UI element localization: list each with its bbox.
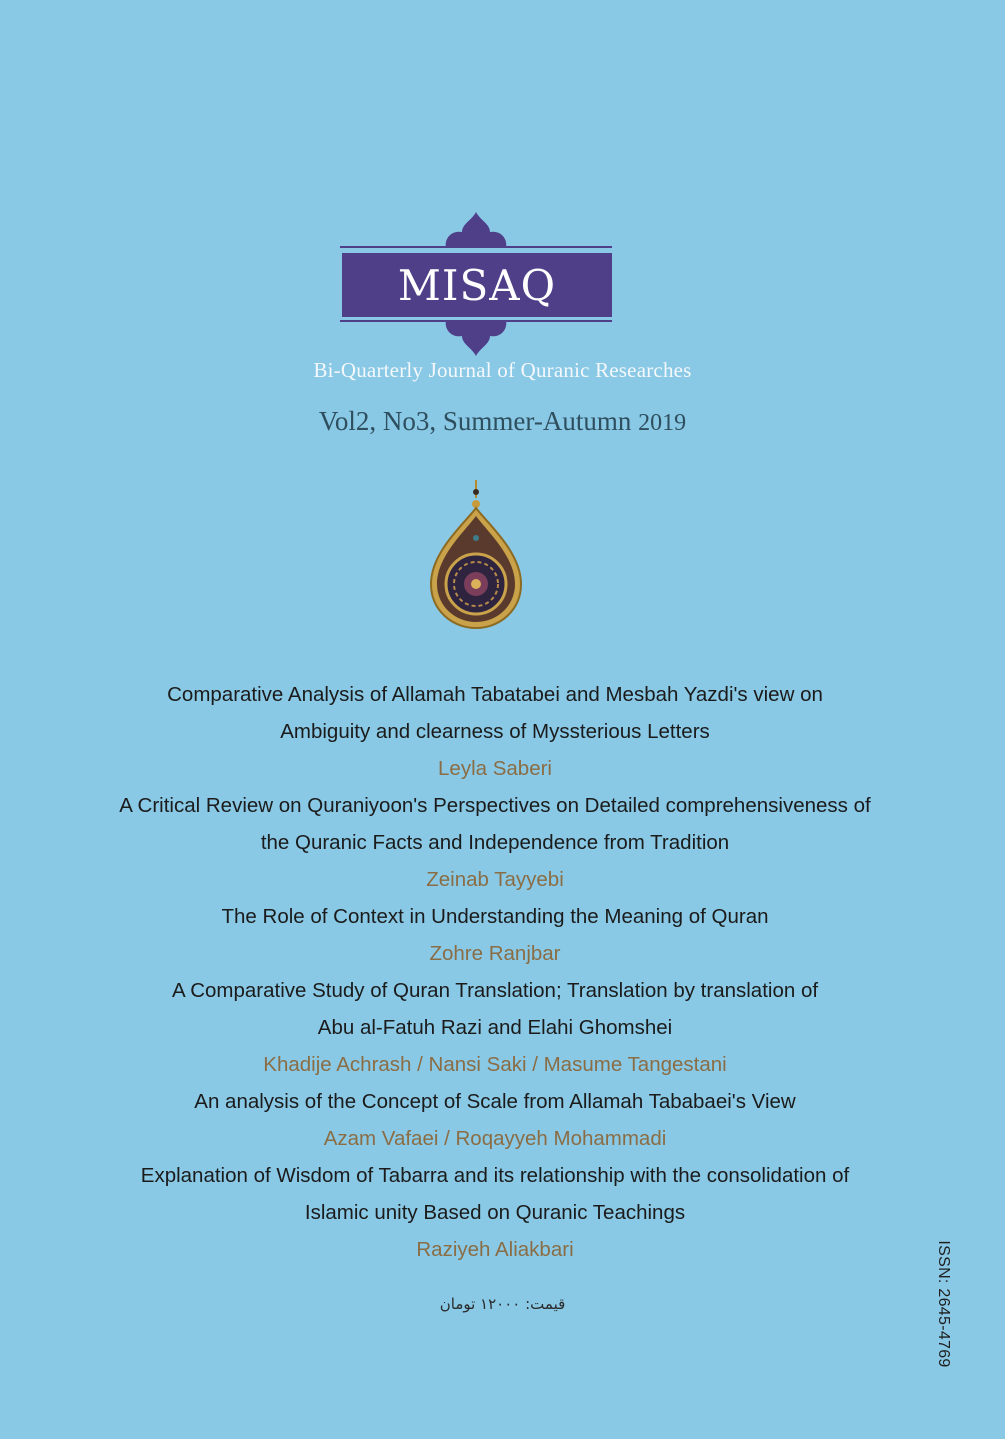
article-title-line: An analysis of the Concept of Scale from Allamah Tababaei's View — [194, 1090, 796, 1113]
article-title-line: The Role of Context in Understanding the Meaning of Quran — [221, 905, 769, 928]
article-title-line: A Critical Review on Quraniyoon's Perspectives on Detailed comprehensiveness of — [119, 794, 871, 817]
article-title-line: Comparative Analysis of Allamah Tabatabei and Mesbah Yazdi's view on — [167, 683, 823, 706]
price-label: قیمت: ۱۲۰۰۰ تومان — [439, 1295, 566, 1313]
article-title-line: the Quranic Facts and Independence from Tradition — [260, 831, 730, 854]
article-authors: Khadije Achrash / Nansi Saki / Masume Tangestani — [263, 1053, 727, 1076]
article-title-line: Explanation of Wisdom of Tabarra and its relationship with the consolidation of — [140, 1164, 850, 1187]
article-3 — [60, 898, 930, 972]
issue-info: Vol2, No3, Summer-Autumn — [318, 406, 632, 436]
table-of-contents — [60, 676, 930, 1268]
article-4 — [60, 972, 930, 1083]
article-authors: Leyla Saberi — [438, 757, 552, 780]
article-authors: Zeinab Tayyebi — [426, 868, 564, 891]
pendant-ornament — [426, 480, 526, 632]
issue-line — [0, 406, 1005, 437]
journal-name: MISAQ — [397, 260, 557, 310]
article-title-line: Ambiguity and clearness of Myssterious Letters — [280, 720, 710, 743]
article-title-line: Abu al-Fatuh Razi and Elahi Ghomshei — [317, 1016, 673, 1039]
article-authors: Azam Vafaei / Roqayyeh Mohammadi — [323, 1127, 667, 1150]
article-2 — [60, 787, 930, 898]
article-authors: Zohre Ranjbar — [429, 942, 561, 965]
issue-year: 2019 — [638, 410, 687, 436]
article-title-line: A Comparative Study of Quran Translation; Translation by translation of — [171, 979, 819, 1002]
article-5 — [60, 1083, 930, 1157]
journal-subtitle: Bi-Quarterly Journal of Quranic Researches — [313, 358, 692, 382]
article-authors: Raziyeh Aliakbari — [416, 1238, 574, 1261]
issn-number: ISSN: 2645-4769 — [935, 1240, 952, 1368]
article-title-line: Islamic unity Based on Quranic Teachings — [304, 1201, 686, 1224]
article-6 — [60, 1157, 930, 1268]
article-1 — [60, 676, 930, 787]
